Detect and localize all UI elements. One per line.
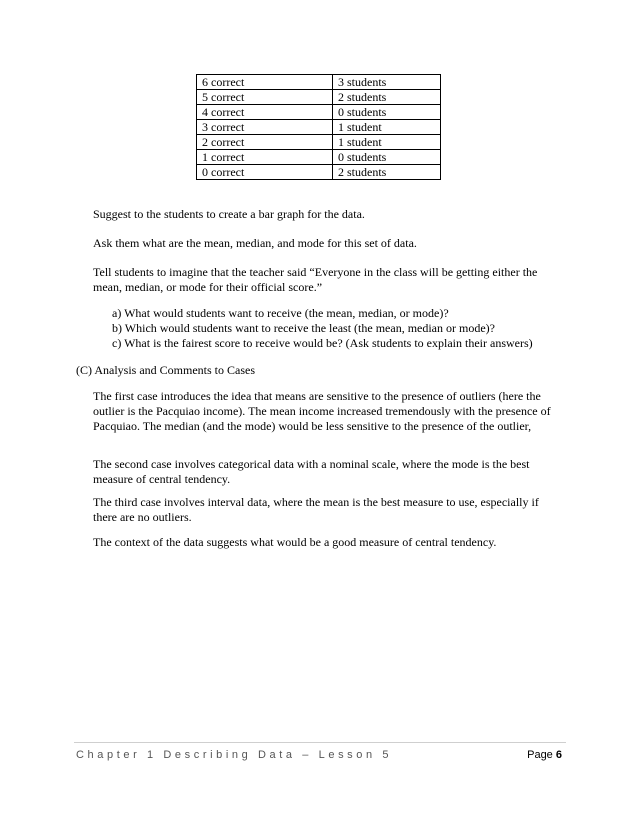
- table-row: [197, 105, 441, 120]
- question-c: c) What is the fairest score to receive would be? (Ask students to explain their answers): [112, 336, 533, 350]
- score-cell: 0 correct: [197, 165, 333, 180]
- analysis-paragraph-1: The first case introduces the idea that means are sensitive to the presence of outliers (here the outlier is the Pacquiao income). The mean income increased tremendously with the presence of Pacquiao. The median (and the mode) would be less sensitive to the presence of the outlier,: [93, 389, 551, 433]
- analysis-paragraph-4: The context of the data suggests what would be a good measure of central tendency.: [93, 535, 497, 549]
- score-cell: 1 correct: [197, 150, 333, 165]
- imagine-instruction: Tell students to imagine that the teacher said “Everyone in the class will be getting either the mean, median, or mode for their official score.”: [93, 265, 538, 294]
- analysis-paragraph-3: The third case involves interval data, where the mean is the best measure to use, especially if there are no outliers.: [93, 495, 539, 524]
- count-cell: 2 students: [333, 165, 441, 180]
- footer-divider: [74, 742, 566, 743]
- count-cell: 0 students: [333, 105, 441, 120]
- table-row: [197, 135, 441, 150]
- table-row: [197, 165, 441, 180]
- score-cell: 3 correct: [197, 120, 333, 135]
- page-label: Page: [527, 749, 553, 761]
- score-table: [196, 74, 441, 180]
- mean-median-mode-instruction: Ask them what are the mean, median, and mode for this set of data.: [93, 236, 417, 250]
- table-row: [197, 120, 441, 135]
- count-cell: 1 student: [333, 120, 441, 135]
- count-cell: 0 students: [333, 150, 441, 165]
- count-cell: 1 student: [333, 135, 441, 150]
- table-row: [197, 90, 441, 105]
- table-row: [197, 150, 441, 165]
- question-a: a) What would students want to receive (the mean, median, or mode)?: [112, 306, 449, 320]
- analysis-paragraph-2: The second case involves categorical data with a nominal scale, where the mode is the best measure of central tendency.: [93, 457, 530, 486]
- footer-page: [527, 749, 562, 761]
- count-cell: 3 students: [333, 75, 441, 90]
- score-cell: 6 correct: [197, 75, 333, 90]
- page-number: 6: [555, 749, 562, 761]
- count-cell: 2 students: [333, 90, 441, 105]
- bar-graph-instruction: Suggest to the students to create a bar graph for the data.: [93, 207, 365, 221]
- question-b: b) Which would students want to receive the least (the mean, median or mode)?: [112, 321, 495, 335]
- score-cell: 2 correct: [197, 135, 333, 150]
- section-heading: (C) Analysis and Comments to Cases: [76, 363, 255, 377]
- table-row: [197, 75, 441, 90]
- score-cell: 4 correct: [197, 105, 333, 120]
- score-cell: 5 correct: [197, 90, 333, 105]
- footer-chapter: Chapter 1 Describing Data – Lesson 5: [76, 749, 393, 761]
